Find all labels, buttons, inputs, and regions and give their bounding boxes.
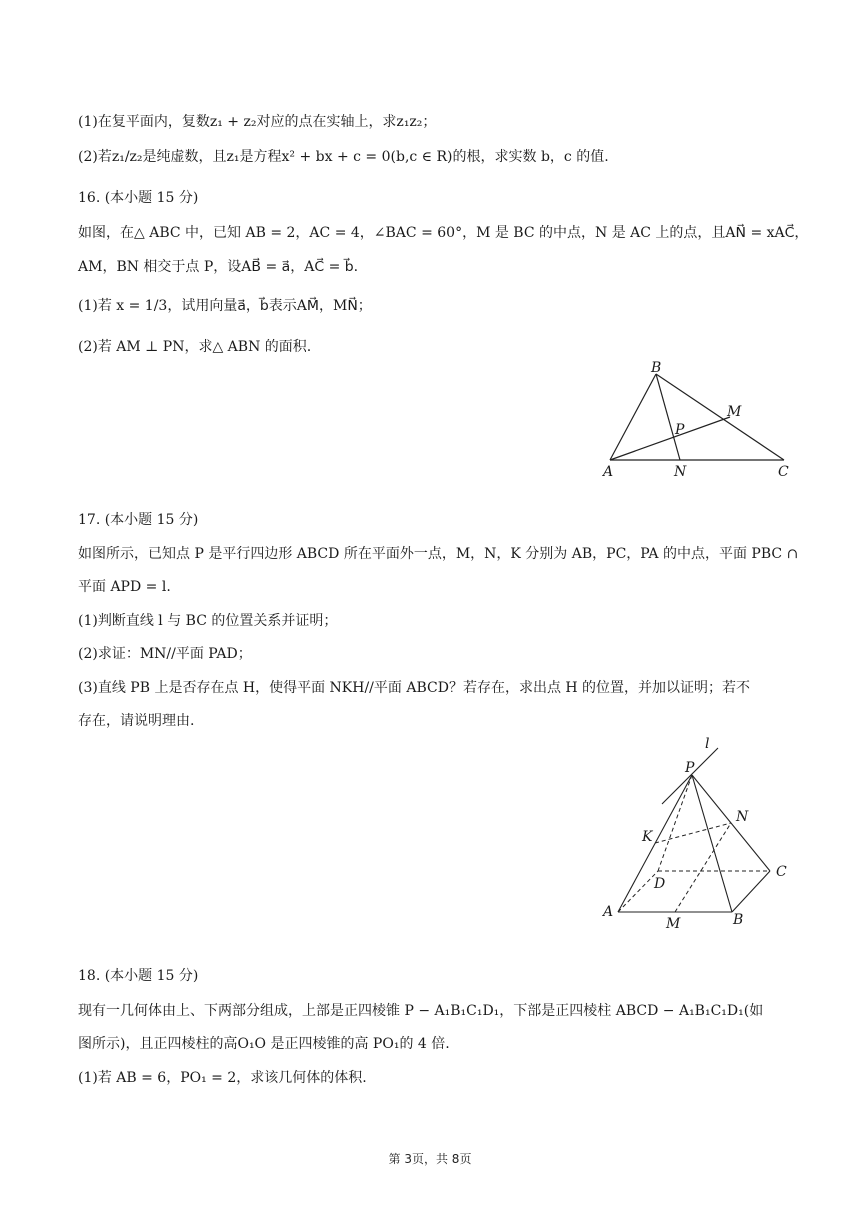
- line-l: [662, 748, 718, 804]
- edge-bc: [656, 374, 784, 460]
- q15-part2: (2)若z₁/z₂是纯虚数，且z₁是方程x² + bx + c = 0(b,c ∈ R)的根，求实数 b，c 的值.: [78, 149, 609, 165]
- edge-bc: [732, 871, 770, 912]
- label-b: B: [651, 360, 662, 376]
- label-p: P: [675, 422, 685, 438]
- label-n: N: [736, 809, 749, 825]
- label-l: l: [705, 736, 710, 752]
- q16-stem-line1: 如图，在△ ABC 中，已知 AB = 2，AC = 4，∠BAC = 60°，M 是 BC 的中点，N 是 AC 上的点，且AN⃗ = xAC⃗，: [78, 225, 809, 241]
- q16-part1: (1)若 x = 1/3，试用向量a⃗，b⃗表示AM⃗，MN⃗；: [78, 298, 372, 314]
- label-a: A: [603, 464, 614, 480]
- label-p: P: [685, 760, 695, 776]
- q16-stem-line2: AM，BN 相交于点 P，设AB⃗ = a⃗，AC⃗ = b⃗.: [78, 259, 359, 275]
- q18-heading: 18. (本小题 15 分): [78, 968, 199, 984]
- q18-part1: (1)若 AB = 6，PO₁ = 2，求该几何体的体积.: [78, 1070, 367, 1086]
- page-footer: 第 3页，共 8页: [388, 1152, 472, 1166]
- label-d: D: [654, 876, 666, 892]
- edge-pd: [658, 775, 692, 871]
- label-n: N: [674, 464, 687, 480]
- q17-stem-line1: 如图所示，已知点 P 是平行四边形 ABCD 所在平面外一点，M，N，K 分别为 AB，PC，PA 的中点，平面 PBC ∩: [78, 546, 799, 562]
- label-b: B: [733, 912, 744, 928]
- q16-triangle-figure: [596, 360, 796, 480]
- label-a: A: [603, 904, 614, 920]
- q18-stem-line2: 图所示)，且正四棱柱的高O₁O 是正四棱锥的高 PO₁的 4 倍.: [78, 1036, 450, 1052]
- q17-heading: 17. (本小题 15 分): [78, 512, 199, 528]
- q16-part2: (2)若 AM ⊥ PN，求△ ABN 的面积.: [78, 339, 312, 355]
- q17-pyramid-figure: [596, 730, 796, 935]
- label-c: C: [778, 464, 789, 480]
- q17-stem-line2: 平面 APD = l.: [78, 579, 171, 595]
- segment-bn: [656, 374, 680, 460]
- label-m: M: [666, 916, 681, 932]
- q17-part3-line2: 存在，请说明理由.: [78, 713, 195, 729]
- q17-part3-line1: (3)直线 PB 上是否存在点 H，使得平面 NKH//平面 ABCD？若存在，求出点 H 的位置，并加以证明；若不: [78, 680, 751, 696]
- edge-ab: [610, 374, 656, 460]
- edge-ad: [618, 871, 658, 912]
- segment-mn: [675, 823, 731, 912]
- label-k: K: [642, 829, 653, 845]
- q18-stem-line1: 现有一几何体由上、下两部分组成，上部是正四棱锥 P − A₁B₁C₁D₁，下部是正四棱柱 ABCD − A₁B₁C₁D₁(如: [78, 1003, 764, 1019]
- q16-heading: 16. (本小题 15 分): [78, 190, 199, 206]
- label-c: C: [776, 864, 787, 880]
- edge-pb: [692, 775, 732, 912]
- q17-part2: (2)求证：MN//平面 PAD；: [78, 646, 252, 662]
- q15-part1: (1)在复平面内，复数z₁ + z₂对应的点在实轴上，求z₁z₂；: [78, 114, 437, 130]
- q17-part1: (1)判断直线 l 与 BC 的位置关系并证明；: [78, 613, 338, 629]
- label-m: M: [727, 404, 742, 420]
- segment-kn: [655, 823, 731, 843]
